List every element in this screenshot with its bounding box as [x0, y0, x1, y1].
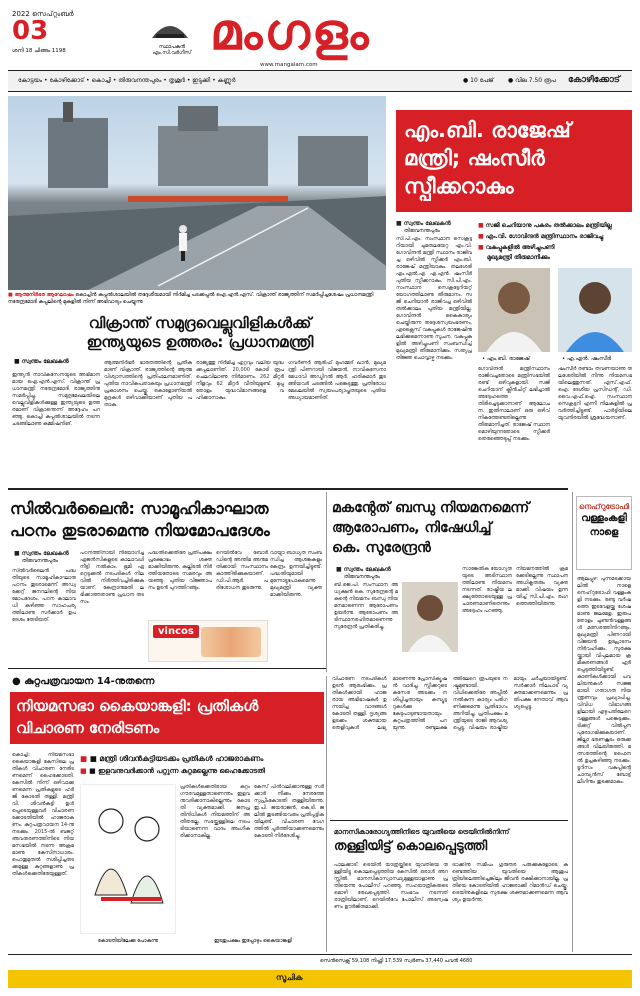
train-headline-line2: തള്ളിയിട്ട് കൊലപ്പെടുത്തി	[334, 839, 488, 854]
lead-headline-line2: ഇന്ത്യയുടെ ഉത്തരം: പ്രധാനമന്ത്രി	[86, 333, 314, 351]
bullet-1: ■ സജി ചെറിയാനു പകരം തൽക്കാലം മന്ത്രിയില്ല	[478, 220, 632, 231]
rajesh-body-3: ഷംസീർ രണ്ടാം തവണയാണു തലശേരിയിൽ നിന്നു നിയമസഭയിലെത്തുന്നത്. എസ്.എഫ്.ഐ. ദേശീയ പ്രസിഡന്റ്, ഡി.വൈ.എഫ്.ഐ. സംസ്ഥാന സെക്രട്ടറി എന്നീ നിലകളിൽ പ്രവർത്തിച്ചിട്ടുണ്ട്. പാർട്ടിയിലെ യുവനിരയിൽ ശ്രദ്ധേയനാണ്.	[558, 366, 632, 421]
rajesh-body-2: ഗോവിന്ദൻ മന്ത്രിസ്ഥാനം രാജിവച്ചതോടെ മന്ത്രിസഭയിൽ രണ്ട് ഒഴിവുകളായി. സജി ചെറിയാന് ക്ലീൻചിറ്റ് ലഭിച്ചാൽ അദ്ദേഹത്തെ തിരിച്ചെടുക്കാനാണ് ആലോചന. ഇതിനാലാണ് ഒരു ഒഴിവ് നികത്തേണ്ടതില്ലെന്നു തീരുമാനിച്ചത്. രാജേഷ് സ്ഥാനമൊഴിയുന്നതോടെ സ്പീക്കർ തെരഞ്ഞെടുപ്പ് നടക്കും.	[478, 366, 550, 442]
byline: ■ സ്വന്തം ലേഖകൻ	[396, 220, 451, 227]
train-headline	[334, 826, 568, 856]
assembly-body-1: കൊച്ചി: നിയമസഭാ കൈയാങ്കളി കേസിലെ പ്രതികൾ വിചാരണ നേരിടണമെന്ന് ഹൈക്കോടതി. കേസിൽ നിന്ന് ഒഴിവാക്കണമെന്ന പ്രതികളുടെ ഹർജി കോടതി തള്ളി. മന്ത്രി വി. ശിവൻകുട്ടി ഉൾപ്പെടെയുള്ളവർ വിചാരണക്കോടതിയിൽ ഹാജരാകണം. കുറ്റപത്രവായന 14-നു നടക്കും. 2015-ൽ ബജറ്റ് അവതരണത്തിനിടെ നിയമസഭയിൽ നടന്ന അക്രമമാണു കേസിനാധാരം. പൊതുമുതൽ നശിപ്പിച്ചതടക്കമുള്ള കുറ്റങ്ങളാണു പ്രതികൾക്കെതിരേയുള്ളത്.	[12, 752, 74, 877]
price: ● വില 7.50 രൂപ	[508, 77, 556, 84]
bullet-3: ■ വകുപ്പുകളിൽ അഴിച്ചുപണി	[478, 242, 632, 253]
assembly-headline-line1: നിയമസഭാ കൈയാങ്കളി: പ്രതികൾ	[16, 697, 259, 715]
train-body-2: ട്രാക്കിനു സമീപം ഗുരുതര പരുക്കുകളോടെ കണ്ടെത്തിയ യുവതിയെ ആശുപത്രിയിലെത്തിച്ചെങ്കിലും ജീവൻ രക്ഷിക്കാനായില്ല. പ്രതിയെ കോടതിയിൽ ഹാജരാക്കി റിമാൻഡ് ചെയ്തു. ട്രെയിനുകളിലെ സുരക്ഷ ശക്തമാക്കണമെന്ന ആവശ്യം ഉയർന്നു.	[452, 862, 568, 903]
assembly-body-3: കേസ് പിൻവലിക്കാനുള്ള സർക്കാർ നീക്കം നേരത്തേ സുപ്രീംകോടതി തള്ളിയിരുന്നു. ഇ.പി. ജയരാജൻ, കെ.ടി. ജലീൽ തുടങ്ങിയവരും പ്രതിപ്പട്ടികയിലുണ്ട്. വിചാരണ വേഗത്തിൽ പൂർത്തിയാക്കണമെന്നും കോടതി നിർദേശിച്ചു.	[254, 784, 324, 839]
lead-body-2: ആത്മനിർഭർ ഭാരതത്തിന്റെ പ്രതീകമാണ് വിക്രാന്ത്. രാജ്യത്തിന്റെ ആത്മവിശ്വാസത്തിന്റെ പ്രതിഫലനമാണിത്. പുതിയ നാവികപതാകയും പ്രധാനമന്ത്രി പ്രകാശനം ചെയ്തു. കൊളോണിയൽ മുദ്രകൾ ഒഴിവാക്കിയാണ് പുതിയ പതാക.	[104, 360, 192, 408]
lead-body-4: ഗവർണർ ആരിഫ് മുഹമ്മദ് ഖാൻ, മുഖ്യമന്ത്രി പിണറായി വിജയൻ, നാവികസേനാ മേധാവി അഡ്മിറൽ ആർ. ഹരികുമാർ തുടങ്ങിയവർ ചടങ്ങിൽ പങ്കെടുത്തു. പ്രതിരോധ മേഖലയിൽ സ്വയംപര്യാപ്തതയുടെ പുതിയ അധ്യായമാണിത്.	[288, 360, 386, 401]
rajesh-headline-line2: മന്ത്രി; ഷംസീർ	[404, 146, 545, 170]
silverline-headline-line1: സിൽവർലൈൻ: സാമൂഹികാഘാത	[10, 499, 269, 518]
ad-brand: vincos	[153, 625, 199, 638]
assembly-middle-text	[332, 676, 568, 814]
assembly-body-2: പ്രതികൾക്കെതിരായ കുറ്റം ഗൗരവമുള്ളതാണെന്നും ഇളവനുവദിക്കാനാകില്ലെന്നും കോടതി വ്യക്തമാക്കി. ജനപ്രതിനിധികൾ നിയമത്തിന് അതീതരല്ല. സഭയ്ക്കുള്ളിലെ നടപടിയാണെന്ന വാദം അംഗീകരിക്കാനാകില്ല.	[180, 784, 250, 839]
byline: ■ സ്വന്തം ലേഖകൻ	[14, 550, 69, 557]
rajesh-photo	[478, 268, 550, 352]
lead-photo-caption	[8, 292, 386, 305]
day-number: 03	[12, 16, 49, 46]
lead-byline: ■ സ്വന്തം ലേഖകൻ	[14, 358, 69, 365]
lead-photo	[8, 96, 386, 290]
lead-body-1: ഇന്ത്യൻ നാവികസേനയുടെ അഭിമാനമായ ഐ.എൻ.എസ്. വിക്രാന്ത് പ്രധാനമന്ത്രി നരേന്ദ്രമോദി രാജ്യത്തിനു സമർപ്പിച്ചു. സമുദ്രമേഖലയിലെ വെല്ലുവിളികൾക്കുള്ള ഇന്ത്യയുടെ ഉത്തരമാണ് വിക്രാന്തെന്ന് അദ്ദേഹം പറഞ്ഞു. കൊച്ചി കപ്പൽശാലയിൽ നടന്ന ചടങ്ങിലാണു കമ്മിഷനിങ്.	[12, 372, 100, 427]
nehru-headline-line1: നെഹ്‌റുട്രോഫി	[578, 502, 630, 511]
assembly-kicker: ● കുറ്റപത്രവായന 14-നുതന്നെ	[12, 676, 155, 687]
bullet-2: ■ എം.വി. ഗോവിന്ദൻ മന്ത്രിസ്ഥാനം രാജിവച്ചു	[478, 231, 632, 242]
rajesh-bullets	[478, 220, 632, 262]
founder-line: സ്ഥാപകൻ എം.സി.വർഗീസ്	[152, 44, 192, 56]
editions-list: കോട്ടയം • കോഴിക്കോട് • കൊച്ചി • തിരുവനന്തപുരം • തൃശൂർ • ഇടുക്കി • കണ്ണൂർ	[18, 77, 236, 84]
nehru-headline-line2: വള്ളംകളി	[581, 513, 627, 524]
subhead-2: ■ ■ ഇളവനുവദിക്കാൻ പറ്റുന്ന കുറ്റമല്ലെന്നു ഹൈക്കോടതി	[80, 765, 324, 778]
silverline-byline	[14, 550, 69, 564]
edition-strip	[8, 71, 632, 91]
assembly-headline-line2: വിചാരണ നേരിടണം	[16, 719, 160, 737]
ad-product-icon	[201, 627, 261, 657]
train-body-1: പാലക്കാട്: ട്രെയിൻ യാത്രയ്ക്കിടെ യുവതിയെ തള്ളിയിട്ടു കൊലപ്പെടുത്തിയ കേസിൽ ഒരാൾ അറസ്റ്റിൽ. മാനസികാസ്വാസ്ഥ്യമുള്ളയാളാണു പ്രതിയെന്നു പോലീസ് പറഞ്ഞു. സഹയാത്രികരുടെ മൊഴി രേഖപ്പെടുത്തി. സംഭവം നടന്നത് രാത്രിയിലാണ്. റെയിൽവേ പോലീസ് അന്വേഷണം ഊർജിതമാക്കി.	[334, 862, 448, 910]
silverline-body-5: വായ്പാ ബാധ്യത സംബന്ധിച്ച ആശങ്കകളും കേന്ദ്രം ഉന്നയിച്ചിട്ടുണ്ട്. പദ്ധതിയുമായി മുന്നോട്ടുപോകുമെന്നു മുഖ്യമന്ത്രി വ്യക്തമാക്കിയിരുന്നു.	[270, 550, 322, 598]
cartoon-caption-1: കോടതിയിലേക്കു പോകുന്നു	[97, 938, 159, 944]
page-count: ● 10 പേജ്	[463, 77, 494, 84]
stock-line: സെൻസെക്സ് 59,108 നിഫ്റ്റി 17,539 സ്വർണം 37,440 പവൻ 4680	[320, 958, 473, 964]
subhead-1: ■ ■ മന്ത്രി ശിവൻകുട്ടിയടക്കം പ്രതികൾ ഹാജരാകണം	[80, 752, 324, 765]
silverline-body-3: പദ്ധതിക്കെതിരേ പ്രതിപക്ഷം പ്രക്ഷോഭം ശക്തമാക്കിയിരുന്നു. കല്ലിടൽ നിർത്തിയതോടെ സമരവും അയഞ്ഞു. പുതിയ വിജ്ഞാപനം ഉടൻ പുറത്തിറങ്ങും.	[148, 550, 212, 591]
caption-label: ■ ആത്മനിർഭര ആഘോഷം	[8, 292, 74, 298]
rajesh-byline	[396, 220, 472, 234]
assembly-continued: വിചാരണ നടപടികൾ ഉടൻ ആരംഭിക്കും. പ്രതികൾക്കായി ഹാജരായ അഭിഭാഷകർ ഉന്നയിച്ച വാദങ്ങൾ കോടതി തള്ളി. ദൃശ്യങ്ങളടക്കം ശക്തമായ തെളിവുകൾ ലഭ്യമാണെന്നു പ്രോസിക്യൂഷൻ വാദിച്ചു. സ്പീക്കറുടെ കസേര അടക്കം നശിപ്പിച്ചതായും കമ്പ്യൂട്ടറുകൾക്കു കേടുപാടുണ്ടായതായും കുറ്റപത്രത്തിൽ പറയുന്നു. രണ്ടുലക്ഷത്തിലേറെ രൂപയുടെ നഷ്ടമുണ്ടായി. വിധിക്കെതിരേ അപ്പീൽ നൽകുന്ന കാര്യം പരിഗണിക്കുമെന്നു പ്രതിഭാഗം അറിയിച്ചു. പ്രതിപക്ഷം മന്ത്രിയുടെ രാജി ആവശ്യപ്പെട്ടു. വിഷയം രാഷ്ട്രീയമായും ചർച്ചയായിട്ടുണ്ട്. സർക്കാർ നിലപാട് വ്യക്തമാക്കണമെന്നും പ്രതിപക്ഷ നേതാവ് ആവശ്യപ്പെട്ടു.	[332, 676, 568, 731]
lead-body-3: രാജ്യത്തു നിർമിച്ച ഏറ്റവും വലിയ യുദ്ധക്കപ്പലാണിത്. 20,000 കോടി രൂപ ചെലവിലാണു നിർമാണം. 262 മീറ്റർ നീളവും 62 മീറ്റർ വീതിയുമുണ്ട്. മുപ്പതോളം യുദ്ധവിമാനങ്ങളെ വഹിക്കാനാകും.	[196, 360, 284, 401]
emblem-icon	[150, 18, 190, 40]
rajesh-headline	[396, 110, 632, 212]
silverline-body-2: പഠനത്തിനായി നിയോഗിച്ച ഏജൻസികളുടെ കാലാവധി നീട്ടി നൽകാം. ഭൂമി ഏറ്റെടുക്കൽ നടപടികൾ നിലവിൽ നിർത്തിവച്ചിരിക്കുകയാണ്. കേന്ദ്രാനുമതി ലഭിക്കാത്തതാണു പ്രധാന തടസം.	[80, 550, 144, 605]
assembly-subheads	[80, 752, 324, 778]
masthead	[0, 0, 640, 68]
rajesh-body: സി.പി.എം. സംസ്ഥാന സെക്രട്ടറിയായി ചുമതലയേറ്റ എം.വി. ഗോവിന്ദൻ മന്ത്രി സ്ഥാനം രാജിവച്ച ഒഴിവിൽ സ്പീക്കർ എം.ബി. രാജേഷ് മന്ത്രിയാകും. തലശേരി എം.എൽ.എ. എ.എൻ. ഷംസീർ പുതിയ സ്പീക്കറാകും. സി.പി.എം. സംസ്ഥാന സെക്രട്ടേറിയറ്റ് യോഗത്തിലാണു തീരുമാനം. സജി ചെറിയാൻ രാജിവച്ച ഒഴിവിൽ തൽക്കാലം പുതിയ മന്ത്രിയില്ല. ഗോവിന്ദൻ കൈകാര്യം ചെയ്തിരുന്ന തദ്ദേശസ്വയംഭരണം, എക്സൈസ് വകുപ്പുകൾ രാജേഷിനു ലഭിക്കുമെന്നാണു സൂചന. വകുപ്പുകളിൽ അഴിച്ചുപണി സംബന്ധിച്ച് മുഖ്യമന്ത്രി തീരുമാനിക്കും. സത്യപ്രതിജ്ഞ ചൊവ്വാഴ്ച നടക്കും.	[396, 236, 472, 361]
lead-headline-line1: വിക്രാന്ത് സമുദ്രവെല്ലുവിളികൾക്ക്	[88, 314, 312, 332]
surendran-body-2: സാങ്കേതിക യോഗ്യതയുടെ അടിസ്ഥാനത്തിലാണു നിയമനം നടന്നത്. രാഷ്ട്രീയ ലക്ഷ്യത്തോടെയുള്ള പ്രചാരണമാണിതെന്നും അദ്ദേഹം പറഞ്ഞു.	[462, 566, 512, 614]
dateline: തിരുവനന്തപുരം	[344, 574, 380, 580]
dateline: തിരുവനന്തപുരം	[404, 228, 440, 234]
surendran-photo	[402, 582, 458, 652]
footer-strip	[8, 970, 632, 988]
day-info: ശനി 18 ചിങ്ങം 1198	[12, 48, 66, 54]
photo2-caption: • എ.എൻ. ഷംസീർ	[562, 356, 612, 362]
silverline-body-1: സിൽവർലൈൻ പദ്ധതിയുടെ സാമൂഹികാഘാത പഠനം തുടരാമെന്ന് അഡ്വക്കേറ്റ് ജനറലിന്റെ നിയമോപദേശം. പഠന കാലാവധി കഴിഞ്ഞ സാഹചര്യത്തിലാണു സർക്കാർ ഉപദേശം തേടിയത്.	[12, 568, 76, 623]
nehru-headline-line3: നാളെ	[589, 527, 619, 538]
byline: ■ സ്വന്തം ലേഖകൻ	[336, 566, 391, 573]
cartoon-caption-2: ഇടതുപക്ഷം ഇപ്പോഴും കൈയാങ്കളി	[214, 938, 292, 944]
surendran-headline	[332, 498, 568, 558]
silverline-headline	[10, 498, 322, 542]
surendran-body-1: ബി.ജെ.പി. സംസ്ഥാന അധ്യക്ഷൻ കെ. സുരേന്ദ്രന്റെ മകന്റെ നിയമനം ബന്ധു നിയമനമാണെന്ന ആരോപണം ഉയർന്നു. ആരോപണം അടിസ്ഥാനരഹിതമാണെന്നു സുരേന്ദ്രൻ പ്രതികരിച്ചു.	[334, 582, 398, 630]
index-label[interactable]: സൂചിക	[276, 973, 303, 982]
nehru-body: ആലപ്പുഴ: പുന്നമടക്കായലിൽ നാളെ നെഹ്‌റുട്രോഫി വള്ളംകളി നടക്കും. രണ്ടു വർഷത്തെ ഇടവേളയ്ക്കു ശേഷമാണു ജലമേള. ഇരുപതോളം ചുണ്ടൻവള്ളങ്ങൾ മത്സരത്തിനിറങ്ങും. മുഖ്യമന്ത്രി പിണറായി വിജയൻ ഉദ്ഘാടനം നിർവഹിക്കും. സുരക്ഷയ്ക്കായി വിപുലമായ ക്രമീകരണങ്ങൾ ഏർപ്പെടുത്തിയിട്ടുണ്ട്. കാണികൾക്കായി പവലിയനുകൾ സജ്ജമായി. ഗതാഗത നിയന്ത്രണവും പ്രഖ്യാപിച്ചു. വിവിധ വിഭാഗങ്ങളിലായി എഴുപതിലേറെ വള്ളങ്ങൾ പങ്കെടുക്കും. ടിക്കറ്റ് വിൽപ്പന പുരോഗമിക്കുകയാണ്. ജില്ലാ ഭരണകൂടം ഒരുക്കങ്ങൾ വിലയിരുത്തി. മത്സരത്തിന്റെ ഫൈനൽ ഉച്ചകഴിഞ്ഞു നടക്കും. ടൂറിസം വകുപ്പിന്റെ ചാമ്പ്യൻസ് ബോട്ട് ലീഗിനും തുടക്കമാകും.	[577, 576, 631, 785]
assembly-headline	[10, 692, 324, 744]
edition-city: കോഴിക്കോട്	[568, 75, 620, 85]
caption-text: കൊച്ചിൻ കപ്പൽശാലയിൽ തദ്ദേശീയമായി നിർമിച്ച പടക്കപ്പൽ ഐ.എൻ.എസ്. വിക്രാന്ത് രാജ്യത്തിന് സമർപ്പിച്ചശേഷം പ്രധാനമന്ത്രി നരേന്ദ്രമോദി കപ്പലിന്റെ മുകളിൽ നിന്ന് അഭിവാദ്യം ചെയ്യുന്നു	[8, 292, 374, 305]
surendran-headline-line3: കെ. സുരേന്ദ്രൻ	[332, 540, 431, 556]
shamseer-photo	[558, 268, 632, 352]
surendran-headline-line1: മകന്റേത് ബന്ധു നിയമനമെന്ന്	[332, 500, 530, 516]
surendran-body-3: നിയമനത്തിൽ ക്രമക്കേടില്ലെന്നു സ്ഥാപന അധികൃതരും വ്യക്തമാക്കി. വിഷയം ഉന്നയിച്ച് സി.പി.എം. രംഗത്തെത്തിയിരുന്നു.	[516, 566, 568, 607]
date-line: 2022 സെപ്റ്റംബർ	[12, 10, 74, 18]
nehru-box	[576, 496, 632, 570]
rajesh-headline-line3: സ്പീക്കറാകും	[404, 174, 514, 198]
surendran-headline-line2: ആരോപണം, നിഷേധിച്ച്	[332, 520, 492, 536]
bullet-3b: മുഖ്യമന്ത്രി തീരുമാനിക്കും	[487, 254, 550, 261]
vincos-ad[interactable]	[148, 620, 268, 662]
photo1-caption: • എം.ബി. രാജേഷ്	[482, 356, 530, 362]
silverline-body-4: റെയിൽവേ ബോർഡിന്റെ അന്തിമ അനുമതിക്കായി സംസ്ഥാനം കാത്തിരിക്കുകയാണ്. ഡി.പി.ആർ. പരിശോധന തുടരുന്നു.	[216, 550, 268, 591]
rajesh-headline-line1: എം.ബി. രാജേഷ്	[404, 118, 571, 142]
train-headline-line1: മാനസികാരോഗ്യത്തിനിടെ യുവതിയെ ട്രെയിനിൽനിന്ന്	[334, 828, 510, 836]
lead-headline	[8, 314, 392, 352]
website-link[interactable]: www.mangalam.com	[260, 62, 318, 68]
silverline-headline-line2: പഠനം തുടരാമെന്നു നിയമോപദേശം	[10, 521, 270, 540]
surendran-byline	[336, 566, 391, 580]
dateline: തിരുവനന്തപുരം	[22, 558, 58, 564]
masthead-title: മംഗളം	[210, 2, 371, 61]
assembly-cartoon	[80, 784, 176, 934]
